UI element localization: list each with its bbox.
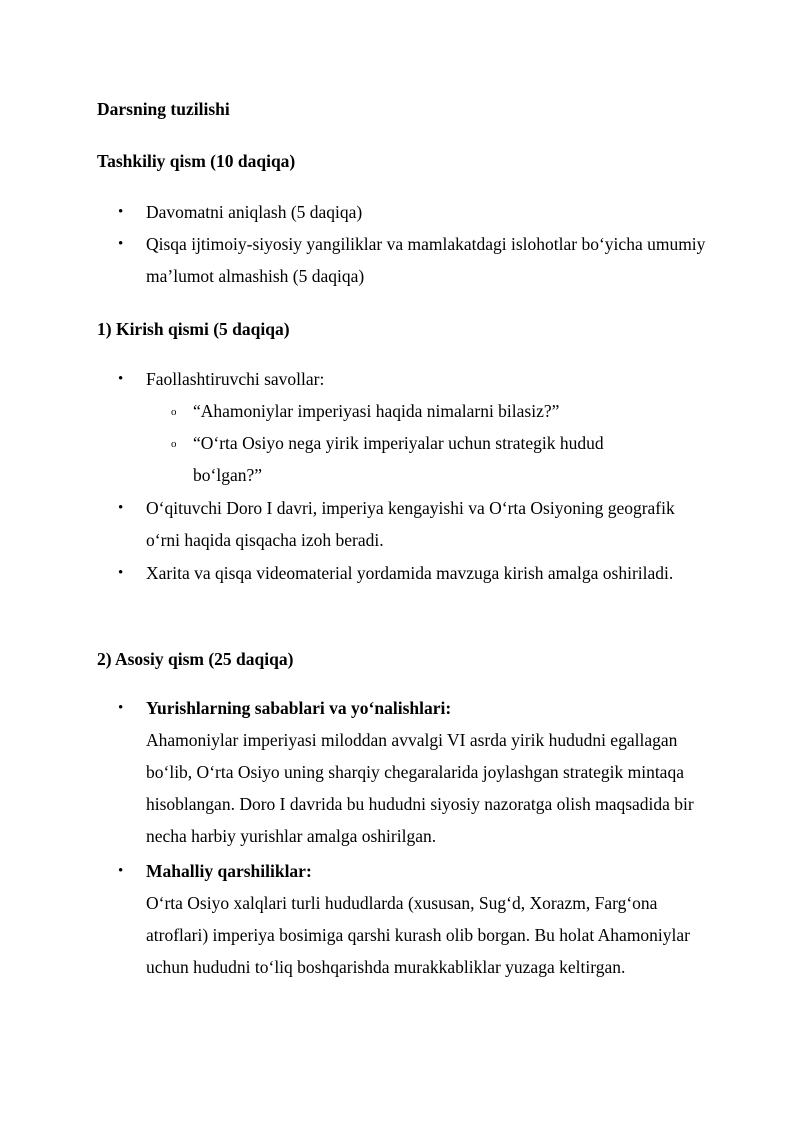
bullet-icon: •	[118, 236, 124, 252]
list-item	[118, 855, 718, 983]
lesson-structure-title: Darsning tuzilishi	[97, 99, 230, 119]
sub-bullet-icon: o	[171, 438, 177, 450]
list-item-text: Ahamoniylar imperiyasi miloddan avvalgi VI asrda yirik hududni egallagan bo‘lib, O‘rta Osiyo uning sharqiy chegaralarida joylashgan strategik mintaqa hisoblangan. Doro I davrida bu hududni siyosiy nazoratga olish maqsadida bir necha harbiy yurishlar amalga oshirilgan.	[146, 730, 694, 846]
list-item-text: Faollashtiruvchi savollar:	[146, 369, 325, 389]
list-item	[118, 363, 718, 395]
list-item-text: O‘qituvchi Doro I davri, imperiya kengayishi va O‘rta Osiyoning geografik o‘rni haqida qisqacha izoh beradi.	[146, 498, 675, 550]
list-item-heading: Mahalliy qarshiliklar:	[146, 861, 312, 881]
list-item-text: O‘rta Osiyo xalqlari turli hududlarda (xususan, Sug‘d, Xorazm, Farg‘ona atroflari) imperiya bosimiga qarshi kurash olib borgan. Bu holat Ahamoniylar uchun hududni to‘liq boshqarishda murakkabliklar yuzaga keltirgan.	[146, 893, 691, 977]
main-title: 2) Asosiy qism (25 daqiqa)	[97, 649, 294, 669]
sub-list-item-text: “Ahamoniylar imperiyasi haqida nimalarni bilasiz?”	[193, 401, 560, 421]
bullet-icon: •	[118, 863, 124, 879]
sub-list-item-text: “O‘rta Osiyo nega yirik imperiyalar uchun strategik hudud bo‘lgan?”	[193, 433, 604, 485]
bullet-icon: •	[118, 371, 124, 387]
sub-bullet-icon: o	[171, 406, 177, 418]
org-part-title: Tashkiliy qism (10 daqiqa)	[97, 151, 296, 171]
sub-list-item	[171, 395, 691, 427]
intro-title: 1) Kirish qismi (5 daqiqa)	[97, 319, 290, 339]
bullet-icon: •	[118, 565, 124, 581]
list-item	[118, 196, 718, 228]
list-item	[118, 692, 718, 852]
bullet-icon: •	[118, 500, 124, 516]
sub-list-item	[171, 427, 691, 491]
list-item-text: Davomatni aniqlash (5 daqiqa)	[146, 202, 363, 222]
list-item	[118, 228, 718, 292]
list-item-text: Qisqa ijtimoiy-siyosiy yangiliklar va mamlakatdagi islohotlar bo‘yicha umumiy ma’lumot almashish (5 daqiqa)	[146, 234, 706, 286]
list-item-heading: Yurishlarning sabablari va yo‘nalishlari:	[146, 698, 452, 718]
list-item	[118, 492, 718, 556]
list-item	[118, 557, 718, 589]
bullet-icon: •	[118, 700, 124, 716]
list-item-text: Xarita va qisqa videomaterial yordamida mavzuga kirish amalga oshiriladi.	[146, 563, 674, 583]
bullet-icon: •	[118, 204, 124, 220]
